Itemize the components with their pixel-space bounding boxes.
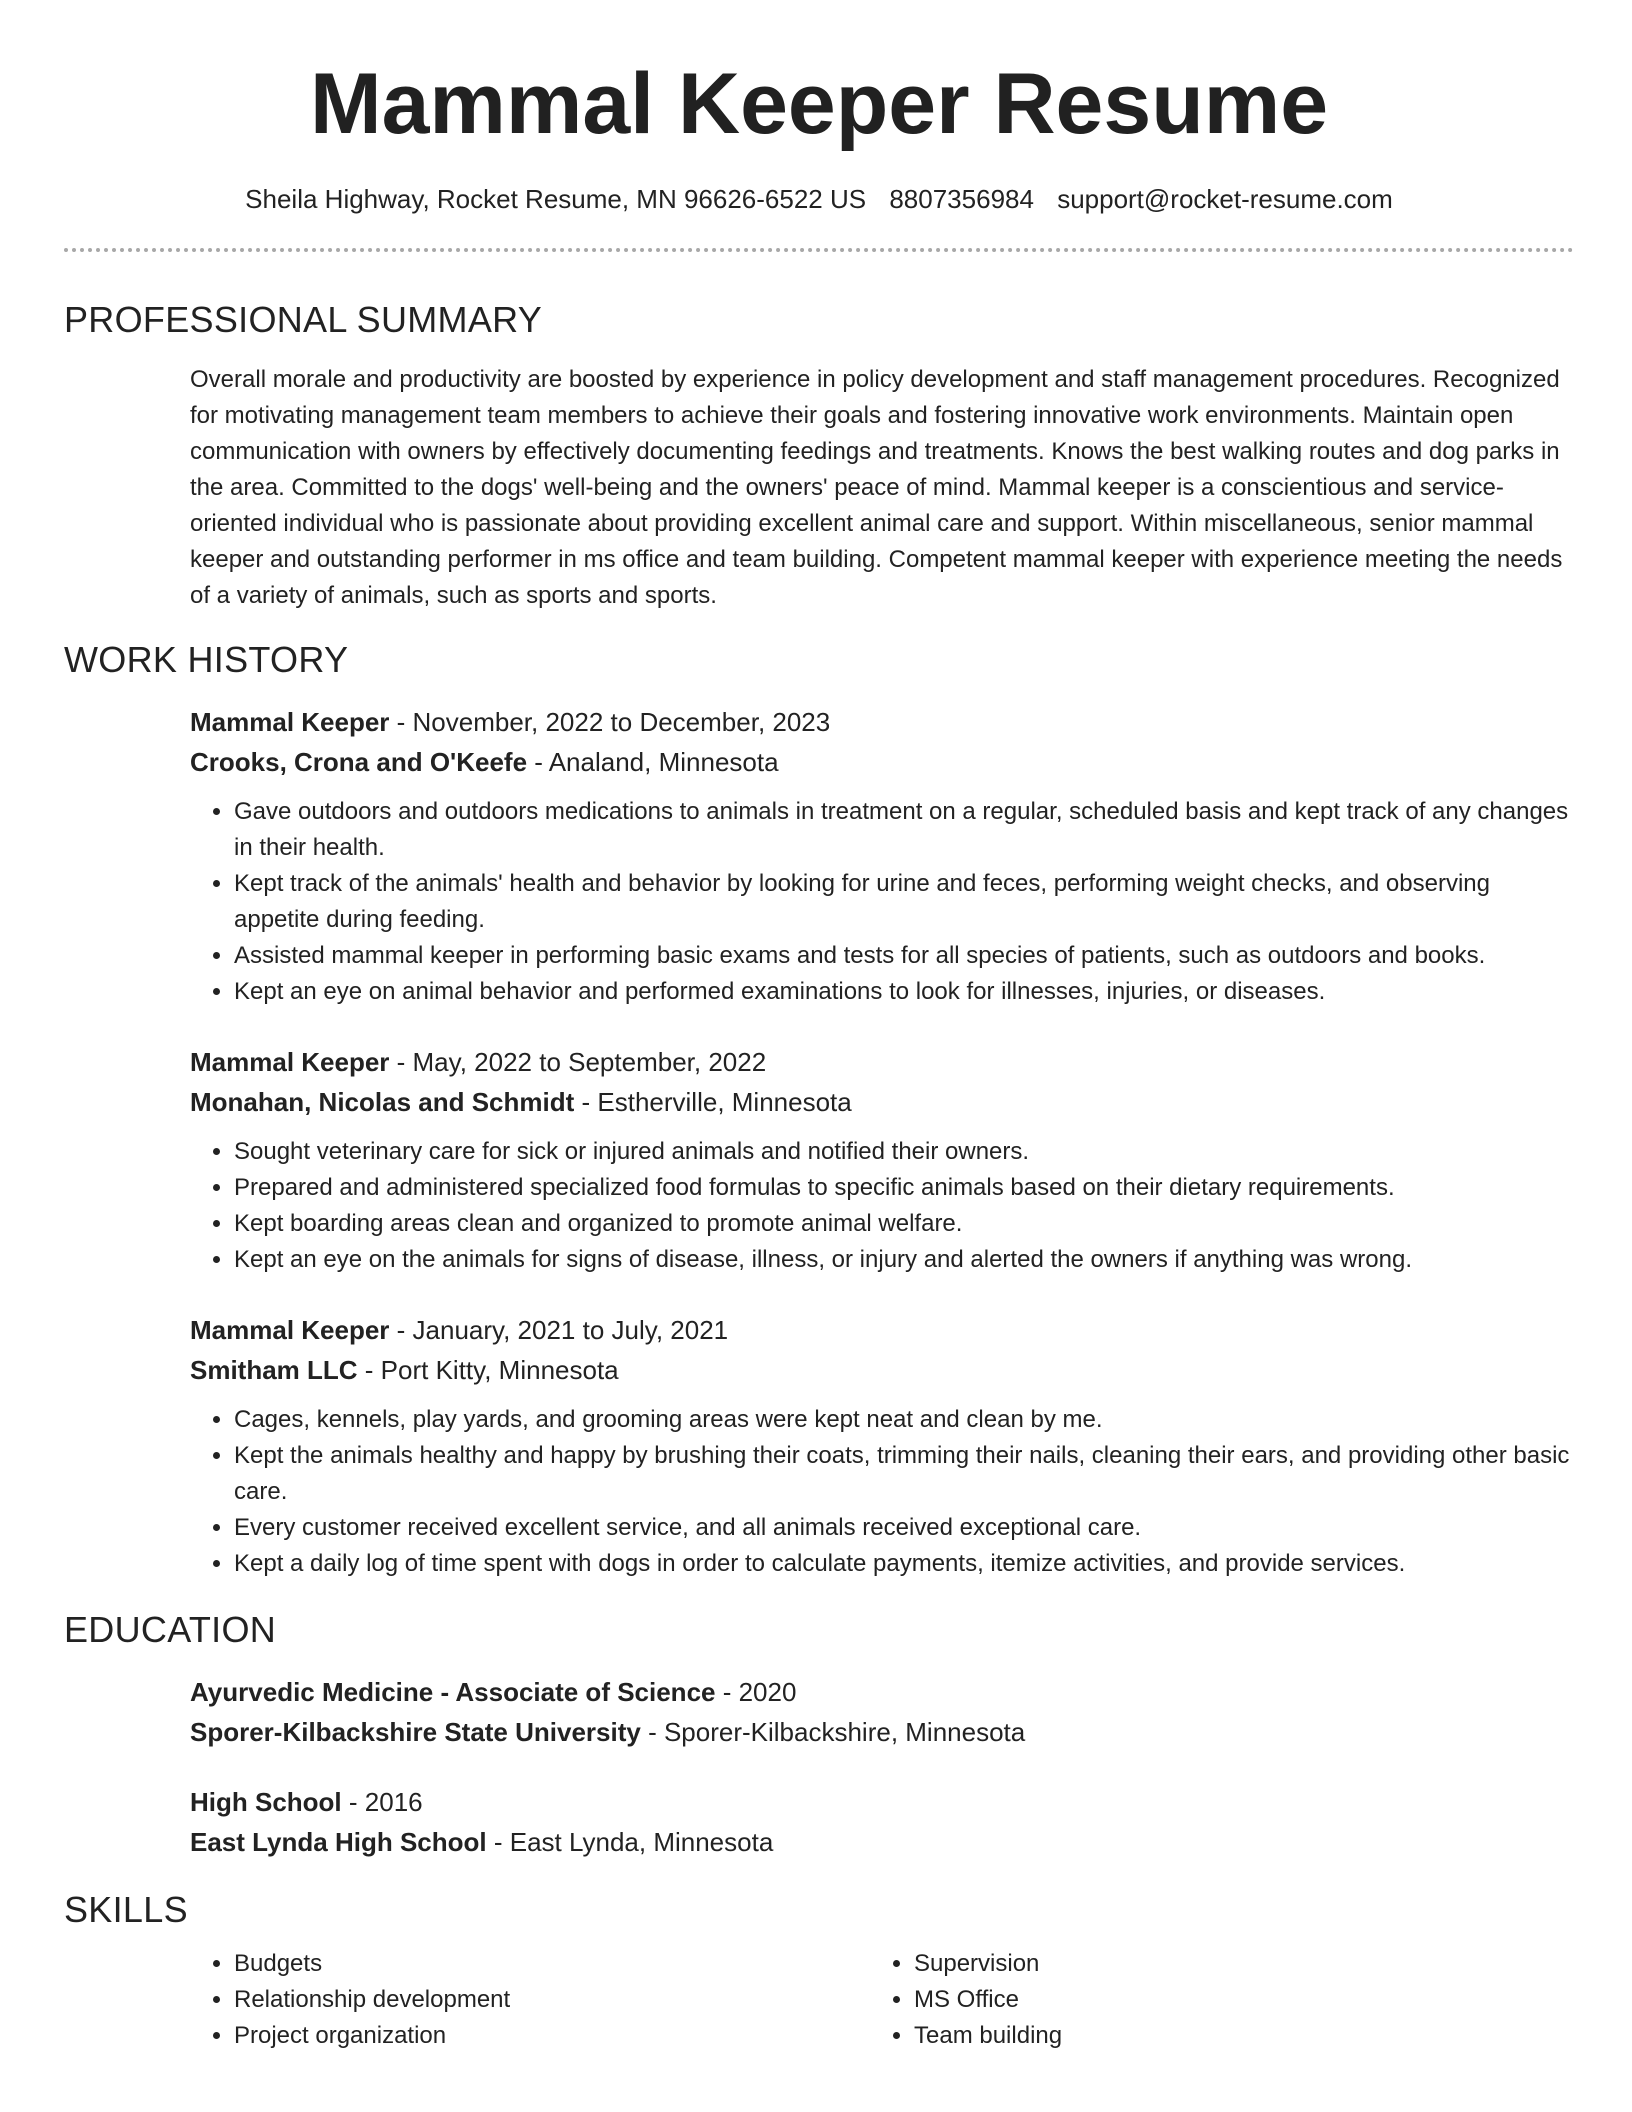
contact-line (64, 182, 1574, 216)
education-location: - East Lynda, Minnesota (486, 1827, 774, 1857)
section-skills (64, 1888, 1574, 2054)
contact-address: Sheila Highway, Rocket Resume, MN 96626-6522 US (245, 184, 867, 214)
skills-column-right (870, 1946, 1550, 2054)
skill-item: • MS Office (914, 1982, 1550, 2018)
job-location: - Estherville, Minnesota (574, 1087, 852, 1117)
education-degree-line (190, 1672, 1574, 1712)
job-company-line (190, 1082, 1574, 1122)
job-company-line (190, 1350, 1574, 1390)
skill-item: • Team building (914, 2018, 1550, 2054)
education-entry (190, 1672, 1574, 1752)
education-location: - Sporer-Kilbackshire, Minnesota (640, 1717, 1026, 1747)
section-heading-education: EDUCATION (64, 1609, 277, 1650)
job-bullets (190, 794, 1574, 1010)
job-company: Monahan, Nicolas and Schmidt (190, 1087, 575, 1117)
job-bullet: • Prepared and administered specialized food formulas to specific animals based on their dietary requirements. (234, 1170, 1574, 1206)
job-location: - Port Kitty, Minnesota (357, 1355, 619, 1385)
job-bullets (190, 1402, 1574, 1582)
job-location: - Analand, Minnesota (527, 747, 779, 777)
contact-email: support@rocket-resume.com (1057, 184, 1393, 214)
resume-page (64, 0, 1574, 2054)
job-bullet: • Kept an eye on the animals for signs of disease, illness, or injury and alerted the owners if anything was wrong. (234, 1242, 1574, 1278)
summary-text: Overall morale and productivity are boosted by experience in policy development and staff management procedures. Recognized for motivating management team members to achieve their goals and fostering innovative work environments. Maintain open communication with owners by effectively documenting feedings and treatments. Knows the best walking routes and dog parks in the area. Committed to the dogs' well-being and the owners' peace of mind. Mammal keeper is a conscientious and service-oriented individual who is passionate about providing excellent animal care and support. Within miscellaneous, senior mammal keeper and outstanding performer in ms office and team building. Competent mammal keeper with experience meeting the needs of a variety of animals, such as sports and sports. (190, 366, 1563, 609)
job-entry (190, 1042, 1574, 1278)
section-heading-work: WORK HISTORY (64, 639, 349, 680)
job-bullet: • Sought veterinary care for sick or injured animals and notified their owners. (234, 1134, 1574, 1170)
job-title-line (190, 1310, 1574, 1350)
job-entry (190, 1310, 1574, 1582)
education-school: Sporer-Kilbackshire State University (190, 1717, 641, 1747)
job-company: Crooks, Crona and O'Keefe (190, 747, 528, 777)
section-heading-skills: SKILLS (64, 1889, 188, 1930)
education-degree: Ayurvedic Medicine - Associate of Science (190, 1677, 716, 1707)
skill-item: • Budgets (234, 1946, 870, 1982)
job-bullet: • Gave outdoors and outdoors medications to animals in treatment on a regular, scheduled basis and kept track of any changes in their health. (234, 794, 1574, 866)
education-school-line (190, 1822, 1574, 1862)
job-title: Mammal Keeper (190, 1047, 390, 1077)
resume-title: Mammal Keeper Resume (309, 56, 1329, 152)
education-year: - 2016 (341, 1787, 423, 1817)
job-entry (190, 702, 1574, 1010)
job-dates: - May, 2022 to September, 2022 (389, 1047, 767, 1077)
section-education (64, 1608, 1574, 1862)
education-degree: High School (190, 1787, 342, 1817)
section-work-history (64, 638, 1574, 1582)
job-title: Mammal Keeper (190, 707, 390, 737)
section-summary (64, 298, 1574, 614)
skill-item: • Relationship development (234, 1982, 870, 2018)
job-bullet: • Kept a daily log of time spent with dogs in order to calculate payments, itemize activities, and provide services. (234, 1546, 1574, 1582)
job-title-line (190, 702, 1574, 742)
job-bullet: • Every customer received excellent service, and all animals received exceptional care. (234, 1510, 1574, 1546)
job-bullet: • Kept an eye on animal behavior and performed examinations to look for illnesses, injuries, or diseases. (234, 974, 1574, 1010)
skill-item: • Supervision (914, 1946, 1550, 1982)
job-company: Smitham LLC (190, 1355, 358, 1385)
skill-item: • Project organization (234, 2018, 870, 2054)
contact-phone: 8807356984 (889, 184, 1034, 214)
job-bullet: • Assisted mammal keeper in performing basic exams and tests for all species of patients, such as outdoors and books. (234, 938, 1574, 974)
job-title: Mammal Keeper (190, 1315, 390, 1345)
job-bullet: • Kept the animals healthy and happy by brushing their coats, trimming their nails, cleaning their ears, and providing other basic care. (234, 1438, 1574, 1510)
job-dates: - January, 2021 to July, 2021 (389, 1315, 729, 1345)
job-dates: - November, 2022 to December, 2023 (389, 707, 831, 737)
section-heading-summary: PROFESSIONAL SUMMARY (64, 299, 543, 340)
job-bullet: • Kept track of the animals' health and behavior by looking for urine and feces, performing weight checks, and observing appetite during feeding. (234, 866, 1574, 938)
job-bullet: • Cages, kennels, play yards, and grooming areas were kept neat and clean by me. (234, 1402, 1574, 1438)
education-school: East Lynda High School (190, 1827, 487, 1857)
education-year: - 2020 (715, 1677, 797, 1707)
education-school-line (190, 1712, 1574, 1752)
education-degree-line (190, 1782, 1574, 1822)
job-bullet: • Kept boarding areas clean and organized to promote animal welfare. (234, 1206, 1574, 1242)
job-company-line (190, 742, 1574, 782)
skills-list (190, 1946, 1574, 2054)
job-bullets (190, 1134, 1574, 1278)
education-entry (190, 1782, 1574, 1862)
header-divider (64, 248, 1574, 252)
skills-column-left (190, 1946, 870, 2054)
job-title-line (190, 1042, 1574, 1082)
